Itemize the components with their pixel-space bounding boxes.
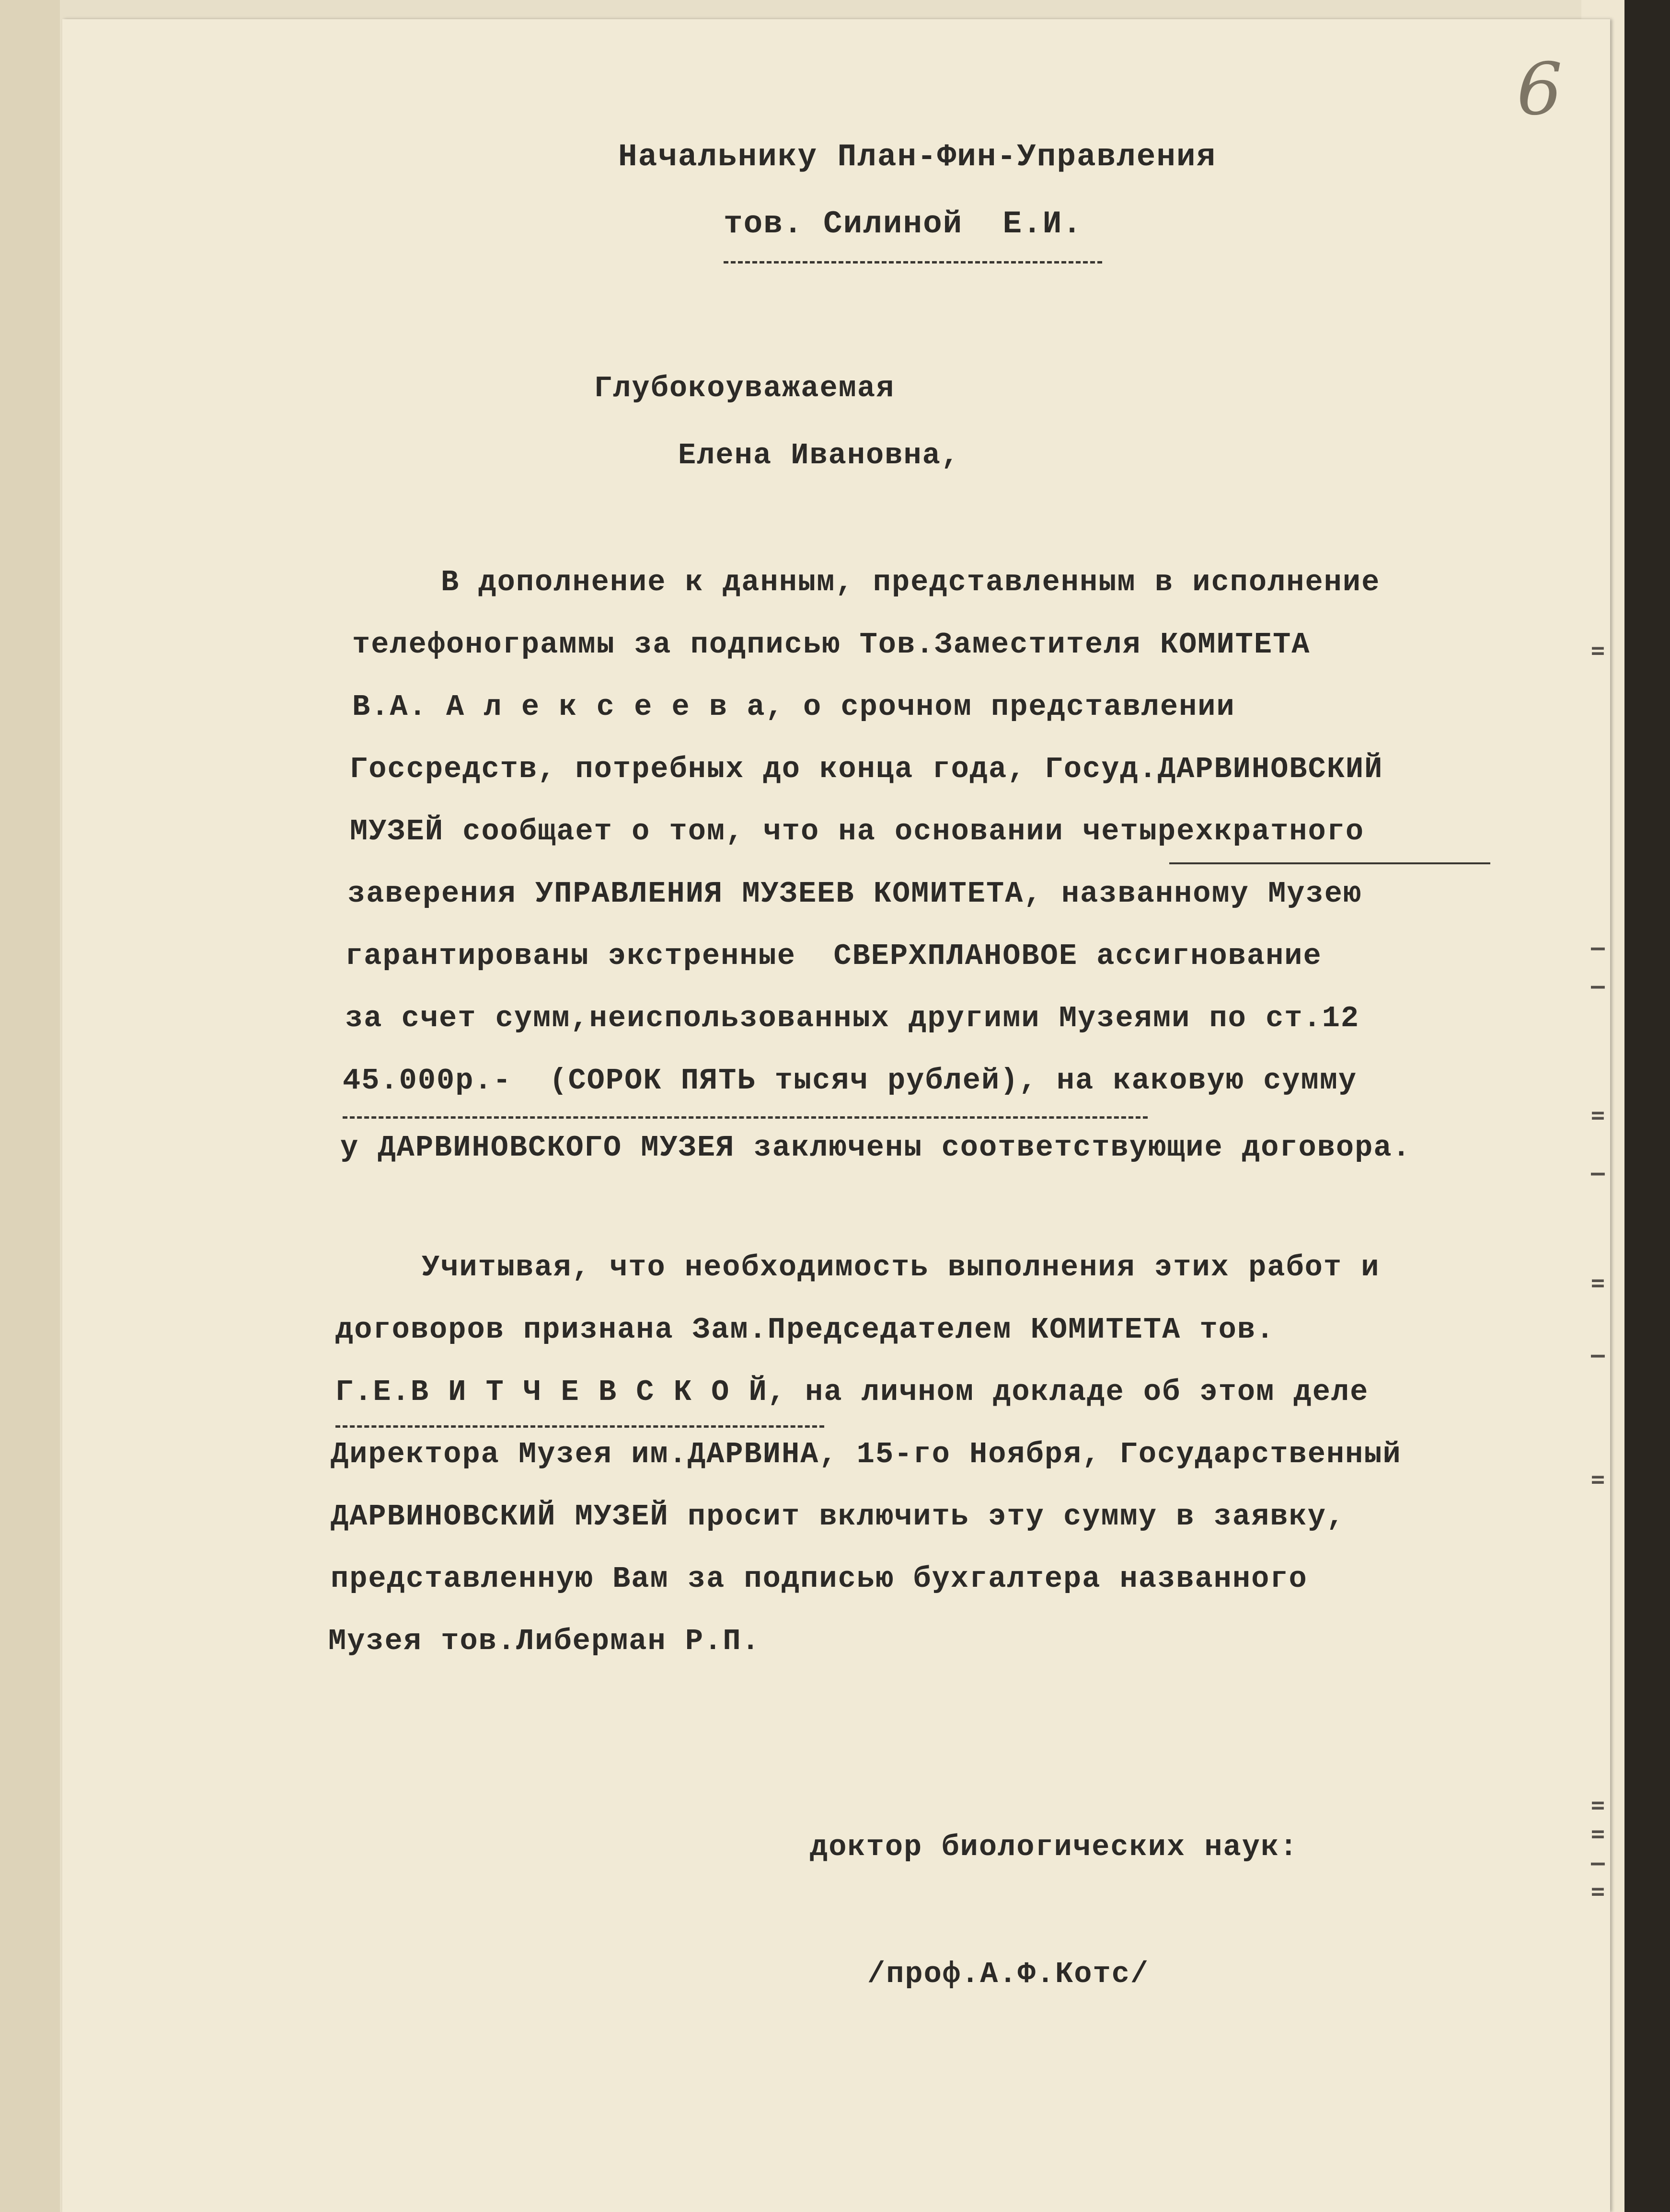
paragraph-2-line: Учитывая, что необходимость выполнения этих работ и (422, 1250, 1380, 1284)
paragraph-1-line: МУЗЕЙ сообщает о том, что на основании четырехкратного (350, 814, 1365, 848)
paragraph-2-line: договоров признана Зам.Председателем КОМИТЕТА тов. (335, 1313, 1275, 1347)
paragraph-1-line: В дополнение к данным, представленным в исполнение (441, 565, 1381, 599)
edge-mark: = (1591, 1466, 1605, 1493)
signature-title: доктор биологических наук: (810, 1830, 1299, 1864)
salutation-line-1: Глубокоуважаемая (594, 371, 895, 405)
paragraph-2-line: Г.Е.В И Т Ч Е В С К О Й, на личном докладе об этом деле (335, 1375, 1369, 1409)
edge-mark: — (1591, 973, 1605, 999)
edge-mark: = (1591, 1270, 1605, 1296)
edge-mark: — (1591, 1341, 1605, 1368)
left-page-edge (0, 0, 60, 2212)
edge-mark: — (1591, 1159, 1605, 1186)
paragraph-1-line: заверения УПРАВЛЕНИЯ МУЗЕЕВ КОМИТЕТА, названному Музею (347, 877, 1362, 911)
paragraph-2-line: Музея тов.Либерман Р.П. (328, 1624, 760, 1658)
edge-mark: = (1591, 1792, 1605, 1819)
document-page (62, 19, 1610, 2212)
name-underline (335, 1425, 824, 1428)
paragraph-2-line: Директора Музея им.ДАРВИНА, 15-го Ноября, Государственный (331, 1437, 1402, 1471)
paragraph-1-line: телефонограммы за подписью Тов.Заместителя КОМИТЕТА (352, 628, 1311, 662)
paragraph-2-line: ДАРВИНОВСКИЙ МУЗЕЙ просит включить эту сумму в заявку, (331, 1500, 1346, 1534)
paragraph-2-line: представленную Вам за подписью бухгалтера названного (331, 1562, 1308, 1596)
folio-number: 6 (1517, 48, 1563, 131)
paragraph-1-line: гарантированы экстренные СВЕРХПЛАНОВОЕ ассигнование (345, 939, 1322, 973)
paragraph-1-line: В.А. А л е к с е е в а, о срочном представлении (352, 690, 1235, 724)
salutation-line-2: Елена Ивановна, (678, 438, 960, 472)
paragraph-1-line: у ДАРВИНОВСКОГО МУЗЕЯ заключены соответствующие договора. (340, 1131, 1411, 1165)
edge-mark: = (1591, 1102, 1605, 1129)
amount-underline (343, 1116, 1148, 1119)
handwritten-underline (1169, 862, 1490, 864)
edge-mark: = (1591, 1821, 1605, 1847)
addressee-line-1: Начальнику План-Фин-Управления (618, 139, 1217, 175)
paragraph-1-line: за счет сумм,неиспользованных другими Музеями по ст.12 (345, 1001, 1360, 1035)
edge-mark: — (1591, 934, 1605, 961)
signature-name: /проф.А.Ф.Котс/ (867, 1957, 1150, 1991)
addressee-underline (724, 261, 1102, 264)
paragraph-1-line: Госсредств, потребных до конца года, Госуд.ДАРВИНОВСКИЙ (350, 752, 1383, 786)
edge-mark: = (1591, 1878, 1605, 1905)
edge-mark: — (1591, 1849, 1605, 1876)
paragraph-1-line: 45.000р.- (СОРОК ПЯТЬ тысяч рублей), на каковую сумму (343, 1064, 1358, 1098)
edge-mark: = (1591, 637, 1605, 664)
addressee-line-2: тов. Силиной Е.И. (724, 206, 1083, 242)
